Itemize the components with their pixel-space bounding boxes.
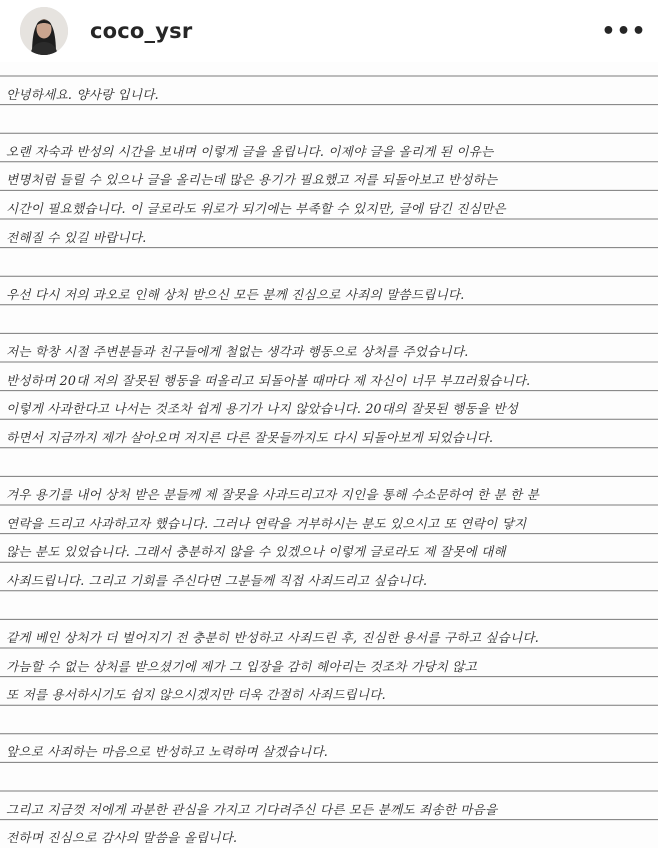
letter-line: 같게 베인 상처가 더 벌어지기 전 충분히 반성하고 사죄드린 후, 진심한 용서를 구하고 싶습니다. xyxy=(6,630,539,645)
profile-photo-icon xyxy=(20,7,68,55)
letter-line: 않는 분도 있었습니다. 그래서 충분하지 않을 수 있겠으나 이렇게 글로라도 제 잘못에 대해 xyxy=(6,544,506,560)
letter-line: 그리고 지금껏 저에게 과분한 관심을 가지고 기다려주신 다른 모든 분께도 죄송한 마음을 xyxy=(6,801,498,817)
letter-line: 겨우 용기를 내어 상처 받은 분들께 제 잘못을 사과드리고자 지인을 통해 수소문하여 한 분 한 분 xyxy=(6,487,539,502)
letter-line: 안녕하세요. 양사랑 입니다. xyxy=(6,86,159,102)
letter-line: 반성하며 20대 저의 잘못된 행동을 떠올리고 되돌아볼 때마다 제 자신이 너무 부끄러웠습니다. xyxy=(6,372,531,388)
letter-line: 오랜 자숙과 반성의 시간을 보내며 이렇게 글을 올립니다. 이제야 글을 올리게 된 이유는 xyxy=(6,143,494,159)
letter-line: 전해질 수 있길 바랍니다. xyxy=(6,229,147,245)
letter-line: 저는 학창 시절 주변분들과 친구들에게 철없는 생각과 행동으로 상처를 주었습니다. xyxy=(6,344,469,359)
post-header xyxy=(0,0,658,62)
letter-line: 연락을 드리고 사과하고자 했습니다. 그러나 연락을 거부하시는 분도 있으시고 또 연락이 닿지 xyxy=(6,515,527,531)
avatar[interactable] xyxy=(20,7,68,55)
username[interactable]: coco_ysr xyxy=(90,19,193,43)
letter-line: 앞으로 사죄하는 마음으로 반성하고 노력하며 살겠습니다. xyxy=(6,744,328,760)
letter-line: 시간이 필요했습니다. 이 글로라도 위로가 되기에는 부족할 수 있지만, 글에 담긴 진심만은 xyxy=(6,201,506,216)
letter-line: 또 저를 용서하시기도 쉽지 않으시겠지만 더욱 간절히 사죄드립니다. xyxy=(6,687,386,703)
letter-line: 우선 다시 저의 과오로 인해 상처 받으신 모든 분께 진심으로 사죄의 말씀드립니다. xyxy=(6,286,465,302)
letter-line: 전하며 진심으로 감사의 말씀을 올립니다. xyxy=(6,830,238,846)
letter-line: 가늠할 수 없는 상처를 받으셨기에 제가 그 입장을 감히 헤아리는 것조차 가당치 않고 xyxy=(6,658,477,674)
letter-line: 사죄드립니다. 그리고 기회를 주신다면 그분들께 직접 사죄드리고 싶습니다. xyxy=(6,572,428,588)
letter-line: 변명처럼 들릴 수 있으나 글을 올리는데 많은 용기가 필요했고 저를 되돌아보고 반성하는 xyxy=(6,172,498,188)
letter-line: 하면서 지금까지 제가 살아오며 저지른 다른 잘못들까지도 다시 되돌아보게 되었습니다. xyxy=(6,429,494,445)
more-horizontal-icon[interactable]: ••• xyxy=(601,18,647,44)
handwritten-letter xyxy=(0,62,658,848)
letter-line: 이렇게 사과한다고 나서는 것조차 쉽게 용기가 나지 않았습니다. 20대의 잘못된 행동을 반성 xyxy=(6,401,519,417)
